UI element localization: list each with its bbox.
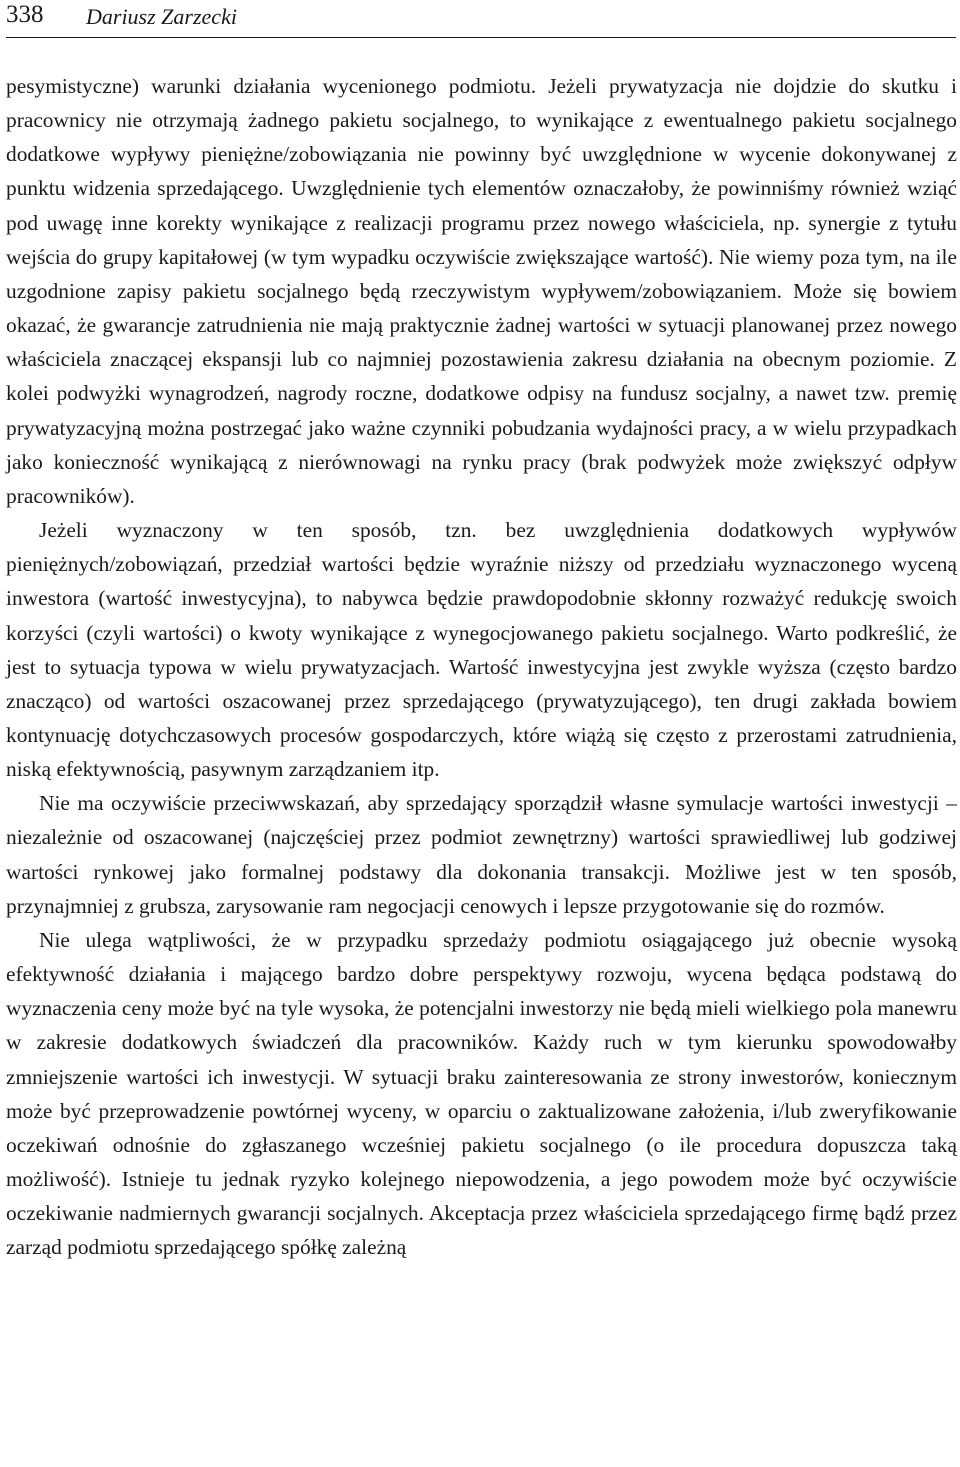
running-head-author: Dariusz Zarzecki bbox=[86, 4, 237, 29]
paragraph: Nie ma oczywiście przeciwwskazań, aby sprzedający sporządził własne symulacje wartości inwestycji – niezależnie od oszacowanej (najczęściej przez podmiot zewnętrzny) wartości sprawiedliwej lub godziwej wartości rynkowej jako formalnej podstawy dla dokonania transakcji. Możliwe jest w ten sposób, przynajmniej z grubsza, zarysowanie ram negocjacji cenowych i lepsze przygotowanie się do rozmów. bbox=[6, 791, 957, 918]
paragraph: Jeżeli wyznaczony w ten sposób, tzn. bez uwzględnienia dodatkowych wypływów pieniężnych/zobowiązań, przedział wartości będzie wyraźnie niższy od przedziału wyznaczonego wyceną inwestora (wartość inwestycyjna), to nabywca będzie prawdopodobnie skłonny rozważyć redukcję swoich korzyści (czyli wartości) o kwoty wynikające z wynegocjowanego pakietu socjalnego. Warto podkreślić, że jest to sytuacja typowa w wielu prywatyzacjach. Wartość inwestycyjna jest zwykle wyższa (często bardzo znacząco) od wartości oszacowanej przez sprzedającego (prywatyzującego), ten drugi zakłada bowiem kontynuację dotychczasowych procesów gospodarczych, które wiążą się często z przerostami zatrudnienia, niską efektywnością, pasywnym zarządzaniem itp. bbox=[6, 518, 957, 782]
paragraph: Nie ulega wątpliwości, że w przypadku sprzedaży podmiotu osiągającego już obecnie wysoką efektywność działania i mającego bardzo dobre perspektywy rozwoju, wycena będąca podstawą do wyznaczenia ceny może być na tyle wysoka, że potencjalni inwestorzy nie będą mieli wielkiego pola manewru w zakresie dodatkowych świadczeń dla pracowników. Każdy ruch w tym kierunku spowodowałby zmniejszenie wartości ich inwestycji. W sytuacji braku zainteresowania ze strony inwestorów, koniecznym może być przeprowadzenie powtórnej wyceny, w oparciu o zaktualizowane założenia, i/lub zweryfikowanie oczekiwań odnośnie do zgłaszanego wcześniej pakietu socjalnego (o ile procedura dopuszcza taką możliwość). Istnieje tu jednak ryzyko kolejnego niepowodzenia, a jego powodem może być oczywiście oczekiwanie nadmiernych gwarancji socjalnych. Akceptacja przez właściciela sprzedającego firmę bądź przez zarząd podmiotu sprzedającego spółkę zależną bbox=[6, 927, 957, 1260]
running-head bbox=[6, 0, 956, 38]
body-text bbox=[6, 69, 957, 1264]
header-rule bbox=[6, 37, 956, 38]
paragraph-continued: pesymistyczne) warunki działania wycenionego podmiotu. Jeżeli prywatyzacja nie dojdzie do skutku i pracownicy nie otrzymają żadnego pakietu socjalnego, to wynikające z ewentualnego pakietu socjalnego dodatkowe wypływy pieniężne/zobowiązania nie powinny być uwzględnione w wycenie dokonywanej z punktu widzenia sprzedającego. Uwzględnienie tych elementów oznaczałoby, że powinniśmy również wziąć pod uwagę inne korekty wynikające z realizacji programu przez nowego właściciela, np. synergie z tytułu wejścia do grupy kapitałowej (w tym wypadku oczywiście zwiększające wartość). Nie wiemy poza tym, na ile uzgodnione zapisy pakietu socjalnego będą rzeczywistym wypływem/zobowiązaniem. Może się bowiem okazać, że gwarancje zatrudnienia nie mają praktycznie żadnej wartości w sytuacji planowanej przez nowego właściciela znaczącej ekspansji lub co najmniej pozostawienia zakresu działania na obecnym poziomie. Z kolei podwyżki wynagrodzeń, nagrody roczne, dodatkowe odpisy na fundusz socjalny, a nawet tzw. premię prywatyzacyjną można postrzegać jako ważne czynniki pobudzania wydajności pracy, a w wielu przypadkach jako konieczność wynikającą z nierównowagi na rynku pracy (brak podwyżek może zwiększyć odpływ pracowników). bbox=[6, 74, 957, 508]
page-number: 338 bbox=[6, 1, 44, 28]
